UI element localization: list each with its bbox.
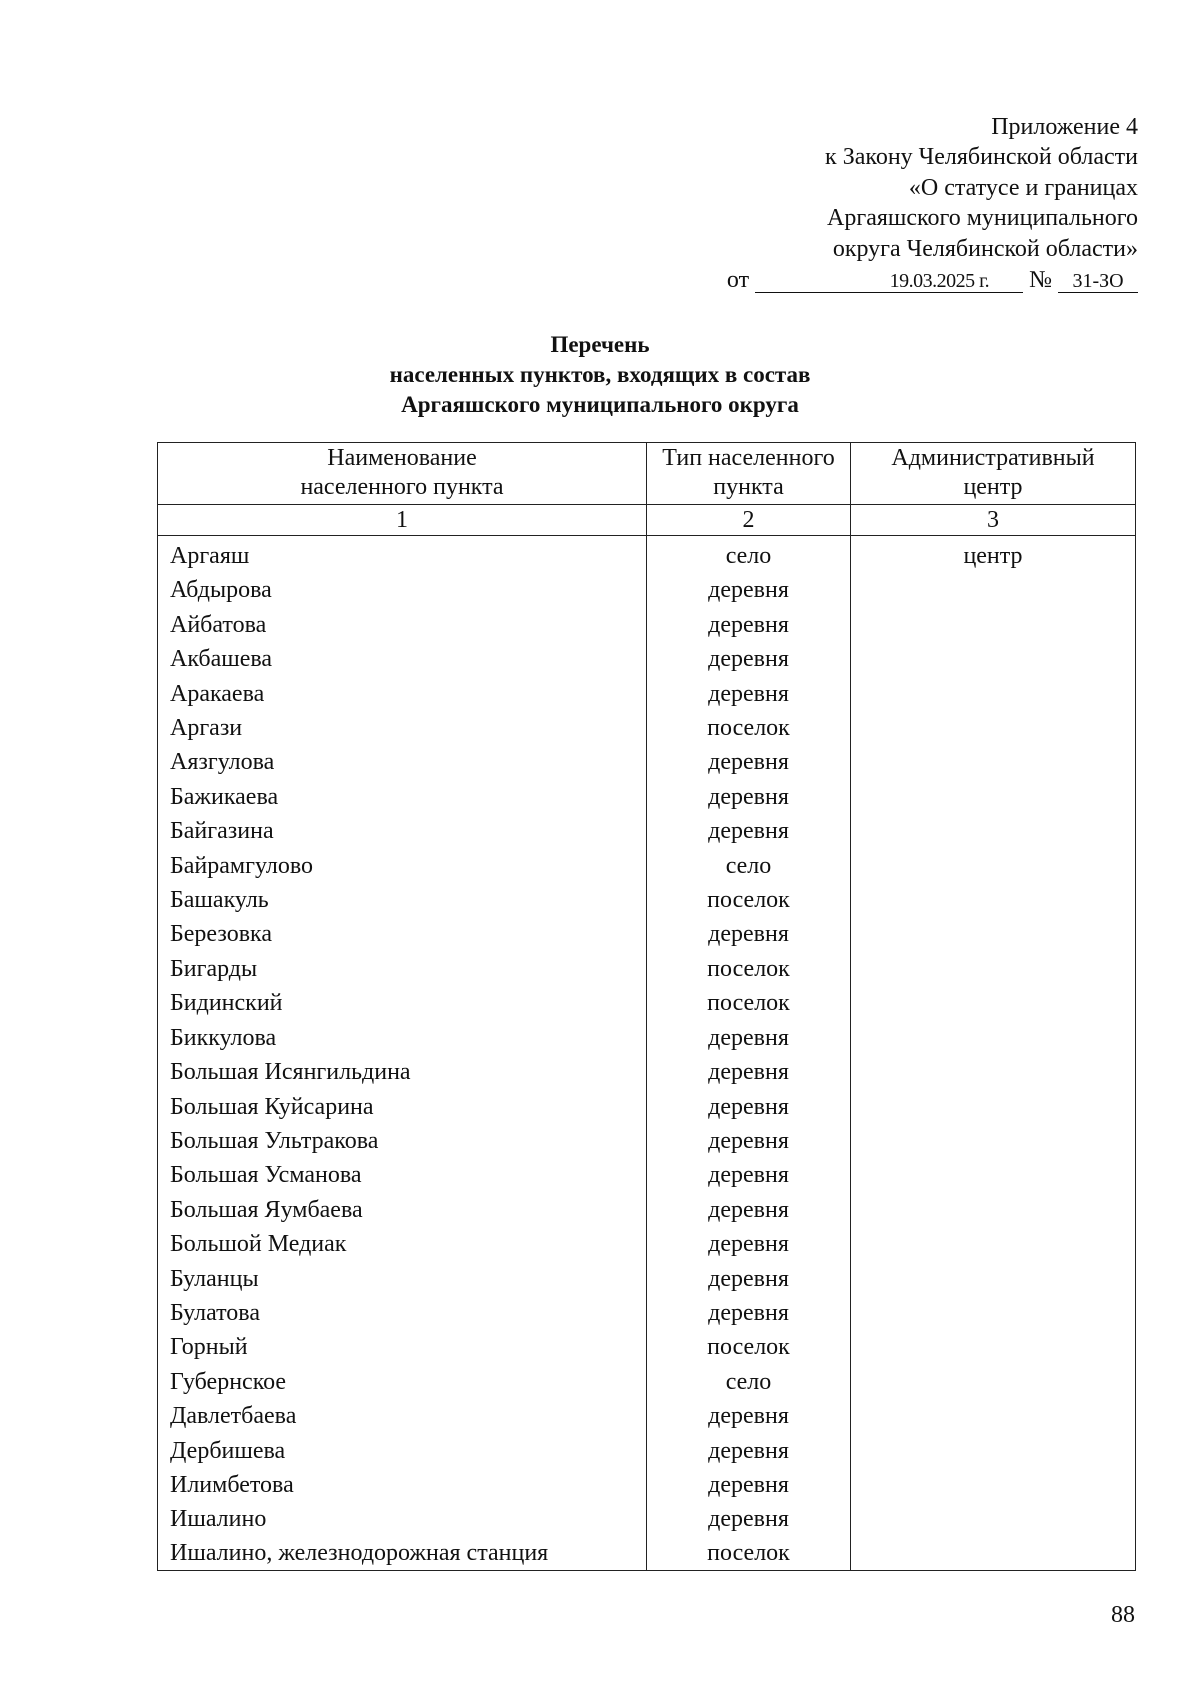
settlement-name: Большой Медиак: [158, 1227, 647, 1261]
settlement-type: деревня: [647, 1124, 851, 1158]
table-row: [158, 1193, 1136, 1227]
appendix-line: Приложение 4: [991, 114, 1138, 140]
admin-center: [851, 745, 1136, 779]
header-type: [647, 443, 851, 505]
admin-center: [851, 677, 1136, 711]
settlement-type: деревня: [647, 917, 851, 951]
settlement-type: деревня: [647, 780, 851, 814]
admin-center: [851, 952, 1136, 986]
admin-center: [851, 849, 1136, 883]
settlement-type: поселок: [647, 986, 851, 1020]
settlement-name: Большая Яумбаева: [158, 1193, 647, 1227]
settlement-type: деревня: [647, 1434, 851, 1468]
table-row: [158, 1296, 1136, 1330]
document-title: [150, 330, 1050, 420]
title-line-3: Аргаяшского муниципального округа: [401, 392, 799, 417]
admin-center: центр: [851, 536, 1136, 574]
settlement-type: поселок: [647, 711, 851, 745]
settlement-name: Абдырова: [158, 573, 647, 607]
settlement-type: деревня: [647, 1055, 851, 1089]
settlement-name: Аязгулова: [158, 745, 647, 779]
settlement-type: поселок: [647, 952, 851, 986]
table-row: [158, 849, 1136, 883]
admin-center: [851, 1262, 1136, 1296]
admin-center: [851, 917, 1136, 951]
settlement-name: Большая Куйсарина: [158, 1090, 647, 1124]
page-number: 88: [1111, 1602, 1135, 1628]
settlement-type: деревня: [647, 1090, 851, 1124]
admin-center: [851, 608, 1136, 642]
admin-center: [851, 1055, 1136, 1089]
column-number-row: [158, 505, 1136, 536]
settlement-name: Аракаева: [158, 677, 647, 711]
settlement-type: поселок: [647, 1537, 851, 1571]
header-type-line1: Тип населенного: [662, 445, 835, 471]
settlement-type: деревня: [647, 1193, 851, 1227]
appendix-line: к Закону Челябинской области: [825, 144, 1138, 171]
table-row: [158, 1124, 1136, 1158]
table-row: [158, 917, 1136, 951]
settlement-type: деревня: [647, 1262, 851, 1296]
admin-center: [851, 1021, 1136, 1055]
settlement-type: деревня: [647, 1158, 851, 1192]
settlement-name: Айбатова: [158, 608, 647, 642]
settlement-name: Большая Ультракова: [158, 1124, 647, 1158]
settlement-name: Горный: [158, 1330, 647, 1364]
settlement-type: деревня: [647, 608, 851, 642]
settlement-type: село: [647, 849, 851, 883]
header-name-line1: Наименование: [327, 445, 477, 471]
settlement-name: Дербишева: [158, 1434, 647, 1468]
settlement-name: Бажикаева: [158, 780, 647, 814]
settlement-type: деревня: [647, 1468, 851, 1502]
settlement-name: Березовка: [158, 917, 647, 951]
admin-center: [851, 1365, 1136, 1399]
table-header-row: [158, 443, 1136, 505]
settlement-name: Байгазина: [158, 814, 647, 848]
admin-center: [851, 1537, 1136, 1571]
table-row: [158, 883, 1136, 917]
table-row: [158, 1502, 1136, 1536]
header-type-line2: пункта: [713, 474, 784, 500]
table-body: [158, 536, 1136, 1571]
settlement-name: Илимбетова: [158, 1468, 647, 1502]
settlement-type: деревня: [647, 1227, 851, 1261]
settlement-name: Бидинский: [158, 986, 647, 1020]
title-line-2: населенных пунктов, входящих в состав: [389, 362, 811, 387]
table-row: [158, 1434, 1136, 1468]
settlement-type: деревня: [647, 1502, 851, 1536]
table-row: [158, 642, 1136, 676]
admin-center: [851, 814, 1136, 848]
settlement-name: Булатова: [158, 1296, 647, 1330]
table-row: [158, 1468, 1136, 1502]
settlement-name: Биккулова: [158, 1021, 647, 1055]
settlement-name: Буланцы: [158, 1262, 647, 1296]
number-label: №: [1029, 267, 1052, 294]
table-row: [158, 745, 1136, 779]
settlements-table: [157, 442, 1136, 1571]
admin-center: [851, 573, 1136, 607]
settlement-type: деревня: [647, 573, 851, 607]
table-row: [158, 1090, 1136, 1124]
settlement-type: деревня: [647, 1021, 851, 1055]
appendix-line: округа Челябинской области»: [832, 235, 1138, 262]
table-row: [158, 573, 1136, 607]
admin-center: [851, 1399, 1136, 1433]
table-row: [158, 1365, 1136, 1399]
settlement-type: деревня: [647, 1296, 851, 1330]
appendix-line: Аргаяшского муниципального: [827, 205, 1138, 232]
law-date-number-line: [727, 265, 1138, 295]
table-row: [158, 1158, 1136, 1192]
table-row: [158, 1537, 1136, 1571]
settlement-type: деревня: [647, 814, 851, 848]
table-row: [158, 1262, 1136, 1296]
admin-center: [851, 711, 1136, 745]
admin-center: [851, 1434, 1136, 1468]
settlement-type: деревня: [647, 1399, 851, 1433]
header-center-line2: центр: [963, 474, 1023, 500]
column-number: 1: [158, 505, 647, 536]
appendix-line: «О статусе и границах: [908, 174, 1138, 201]
table-row: [158, 1399, 1136, 1433]
settlement-name: Давлетбаева: [158, 1399, 647, 1433]
settlement-name: Ишалино, железнодорожная станция: [158, 1537, 647, 1571]
law-date: 19.03.2025 г.: [755, 270, 1023, 293]
settlement-name: Аргаяш: [158, 536, 647, 574]
admin-center: [851, 1330, 1136, 1364]
admin-center: [851, 1090, 1136, 1124]
settlement-name: Большая Усманова: [158, 1158, 647, 1192]
column-number: 3: [851, 505, 1136, 536]
settlement-name: Большая Исянгильдина: [158, 1055, 647, 1089]
table-row: [158, 780, 1136, 814]
header-center-line1: Административный: [891, 445, 1095, 471]
header-center: [851, 443, 1136, 505]
from-label: от: [726, 267, 750, 294]
settlement-type: деревня: [647, 677, 851, 711]
admin-center: [851, 986, 1136, 1020]
settlement-name: Байрамгулово: [158, 849, 647, 883]
settlement-name: Аргази: [158, 711, 647, 745]
settlement-type: деревня: [647, 745, 851, 779]
table-row: [158, 677, 1136, 711]
appendix-header: [727, 112, 1138, 295]
admin-center: [851, 1296, 1136, 1330]
admin-center: [851, 1158, 1136, 1192]
table-row: [158, 952, 1136, 986]
settlement-type: село: [647, 536, 851, 574]
settlement-type: поселок: [647, 1330, 851, 1364]
settlement-type: поселок: [647, 883, 851, 917]
admin-center: [851, 1227, 1136, 1261]
table-row: [158, 1227, 1136, 1261]
table-row: [158, 1021, 1136, 1055]
admin-center: [851, 642, 1136, 676]
column-number: 2: [647, 505, 851, 536]
table-row: [158, 536, 1136, 574]
settlement-name: Бигарды: [158, 952, 647, 986]
table-row: [158, 608, 1136, 642]
header-name-line2: населенного пункта: [300, 474, 504, 500]
table-row: [158, 986, 1136, 1020]
table-row: [158, 711, 1136, 745]
admin-center: [851, 1468, 1136, 1502]
table-row: [158, 814, 1136, 848]
admin-center: [851, 1124, 1136, 1158]
admin-center: [851, 883, 1136, 917]
table-row: [158, 1055, 1136, 1089]
settlement-type: село: [647, 1365, 851, 1399]
admin-center: [851, 1193, 1136, 1227]
admin-center: [851, 780, 1136, 814]
header-name: [158, 443, 647, 505]
law-number: 31-ЗО: [1058, 270, 1138, 293]
settlement-name: Ишалино: [158, 1502, 647, 1536]
settlement-name: Акбашева: [158, 642, 647, 676]
settlement-type: деревня: [647, 642, 851, 676]
admin-center: [851, 1502, 1136, 1536]
settlement-name: Губернское: [158, 1365, 647, 1399]
title-line-1: Перечень: [550, 332, 650, 357]
table-row: [158, 1330, 1136, 1364]
settlement-name: Башакуль: [158, 883, 647, 917]
